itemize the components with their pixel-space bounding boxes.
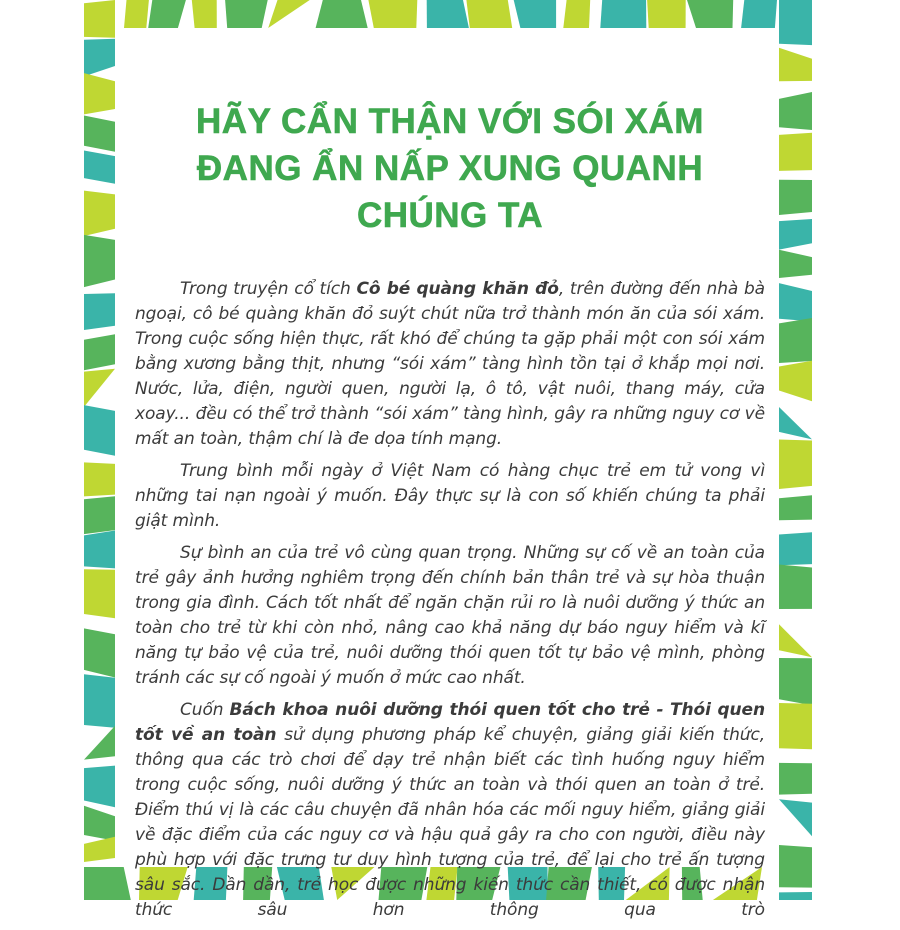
mosaic-tile xyxy=(647,0,686,28)
mosaic-tile xyxy=(84,151,115,184)
emphasized-text: Cô bé quàng khăn đỏ xyxy=(356,279,559,299)
mosaic-tile xyxy=(84,191,115,236)
mosaic-tile xyxy=(84,569,115,618)
mosaic-tile xyxy=(779,532,812,565)
mosaic-tile xyxy=(779,763,812,795)
mosaic-tile xyxy=(84,334,115,370)
mosaic-tile xyxy=(779,892,812,900)
mosaic-tile xyxy=(84,293,115,330)
mosaic-tile xyxy=(268,0,310,28)
mosaic-tile xyxy=(779,799,812,836)
mosaic-tile xyxy=(779,624,812,657)
mosaic-tile xyxy=(779,845,812,888)
mosaic-tile xyxy=(84,867,131,900)
mosaic-tile xyxy=(779,48,812,82)
mosaic-tile xyxy=(466,0,512,28)
mosaic-tile xyxy=(84,235,115,287)
body-text xyxy=(135,277,765,923)
mosaic-tile xyxy=(779,565,812,610)
mosaic-tile xyxy=(514,0,556,28)
mosaic-tile xyxy=(84,73,115,114)
mosaic-tile xyxy=(779,440,812,490)
mosaic-tile xyxy=(84,837,115,862)
mosaic-tile xyxy=(84,39,115,77)
mosaic-tile xyxy=(84,726,115,760)
mosaic-tile xyxy=(368,0,417,28)
mosaic-tile xyxy=(84,116,115,152)
mosaic-tile xyxy=(779,703,812,749)
mosaic-tile xyxy=(316,0,368,28)
mosaic-tile xyxy=(84,369,115,407)
mosaic-tile xyxy=(84,674,115,728)
mosaic-tile xyxy=(84,496,115,534)
title-line-1: HÃY CẨN THẬN VỚI SÓI XÁM xyxy=(196,102,704,141)
page-title xyxy=(135,98,765,239)
mosaic-tile xyxy=(84,0,115,38)
mosaic-tile xyxy=(84,766,115,808)
mosaic-tile xyxy=(779,658,812,705)
mosaic-tile xyxy=(124,0,149,28)
mosaic-tile xyxy=(779,250,812,278)
mosaic-tile xyxy=(687,0,733,28)
mosaic-tile xyxy=(741,0,777,28)
mosaic-tile xyxy=(84,531,115,569)
paragraph: Cuốn Bách khoa nuôi dưỡng thói quen tốt cho trẻ - Thói quen tốt về an toàn sử dụng phương pháp kể chuyện, giảng giải kiến thức, thông qua các trò chơi để dạy trẻ nhận biết các tình huống nguy hiểm trong cuộc sống, nuôi dưỡng ý thức an toàn và thói quen an toàn ở trẻ. Điểm thú vị là các câu chuyện đã nhân hóa các mối nguy hiểm, giảng giải về đặc điểm của các nguy cơ và hậu quả gây ra cho con người, điều này phù hợp với đặc trưng tư duy hình tượng của trẻ, để lại cho trẻ ấn tượng sâu sắc. Dần dần, trẻ học được những kiến thức cần thiết, có được nhận thức sâu hơn thông qua trò xyxy=(135,700,765,920)
mosaic-tile xyxy=(779,361,812,402)
mosaic-tile xyxy=(84,628,115,677)
mosaic-tile xyxy=(84,405,115,456)
mosaic-tile xyxy=(779,407,812,439)
mosaic-tile xyxy=(192,0,217,28)
mosaic-tile xyxy=(84,462,115,496)
mosaic-tile xyxy=(779,133,812,171)
paragraph: Trung bình mỗi ngày ở Việt Nam có hàng chục trẻ em tử vong vì những tai nạn ngoài ý muốn. Đây thực sự là con số khiến chúng ta phải giật mình. xyxy=(135,461,765,531)
mosaic-tile xyxy=(427,0,469,28)
mosaic-tile xyxy=(779,495,812,520)
title-line-2: ĐANG ẨN NẤP XUNG QUANH CHÚNG TA xyxy=(196,149,704,235)
mosaic-tile xyxy=(779,283,812,321)
mosaic-tile xyxy=(779,219,812,250)
paragraph: Trong truyện cổ tích Cô bé quàng khăn đỏ, trên đường đến nhà bà ngoại, cô bé quàng khăn đỏ suýt chút nữa trở thành món ăn của sói xám. Trong cuộc sống hiện thực, rất khó để chúng ta gặp phải một con sói xám bằng xương bằng thịt, nhưng “sói xám” tàng hình tồn tại ở khắp mọi nơi. Nước, lửa, điện, người quen, người lạ, ô tô, vật nuôi, thang máy, cửa xoay... đều có thể trở thành “sói xám” tàng hình, gây ra những nguy cơ về mất an toàn, thậm chí là đe dọa tính mạng. xyxy=(135,279,765,449)
emphasized-text: Bách khoa nuôi dưỡng thói quen tốt cho trẻ - Thói quen tốt về an toàn xyxy=(135,700,765,745)
book-page xyxy=(135,98,765,930)
mosaic-tile xyxy=(148,0,186,28)
mosaic-tile xyxy=(779,92,812,130)
mosaic-tile xyxy=(600,0,646,28)
mosaic-tile xyxy=(563,0,590,28)
mosaic-tile xyxy=(225,0,268,28)
mosaic-tile xyxy=(779,318,812,363)
mosaic-tile xyxy=(84,806,115,841)
mosaic-tile xyxy=(779,180,812,215)
mosaic-tile xyxy=(779,0,812,45)
paragraph: Sự bình an của trẻ vô cùng quan trọng. Những sự cố về an toàn của trẻ gây ảnh hưởng nghiêm trọng đến chính bản thân trẻ và sự hòa thuận trong gia đình. Cách tốt nhất để ngăn chặn rủi ro là nuôi dưỡng ý thức an toàn cho trẻ từ khi còn nhỏ, nâng cao khả năng dự báo nguy hiểm và kĩ năng tự bảo vệ của trẻ, nuôi dưỡng thói quen tốt tự bảo vệ mình, phòng tránh các sự cố ngoài ý muốn ở mức cao nhất. xyxy=(135,543,765,688)
